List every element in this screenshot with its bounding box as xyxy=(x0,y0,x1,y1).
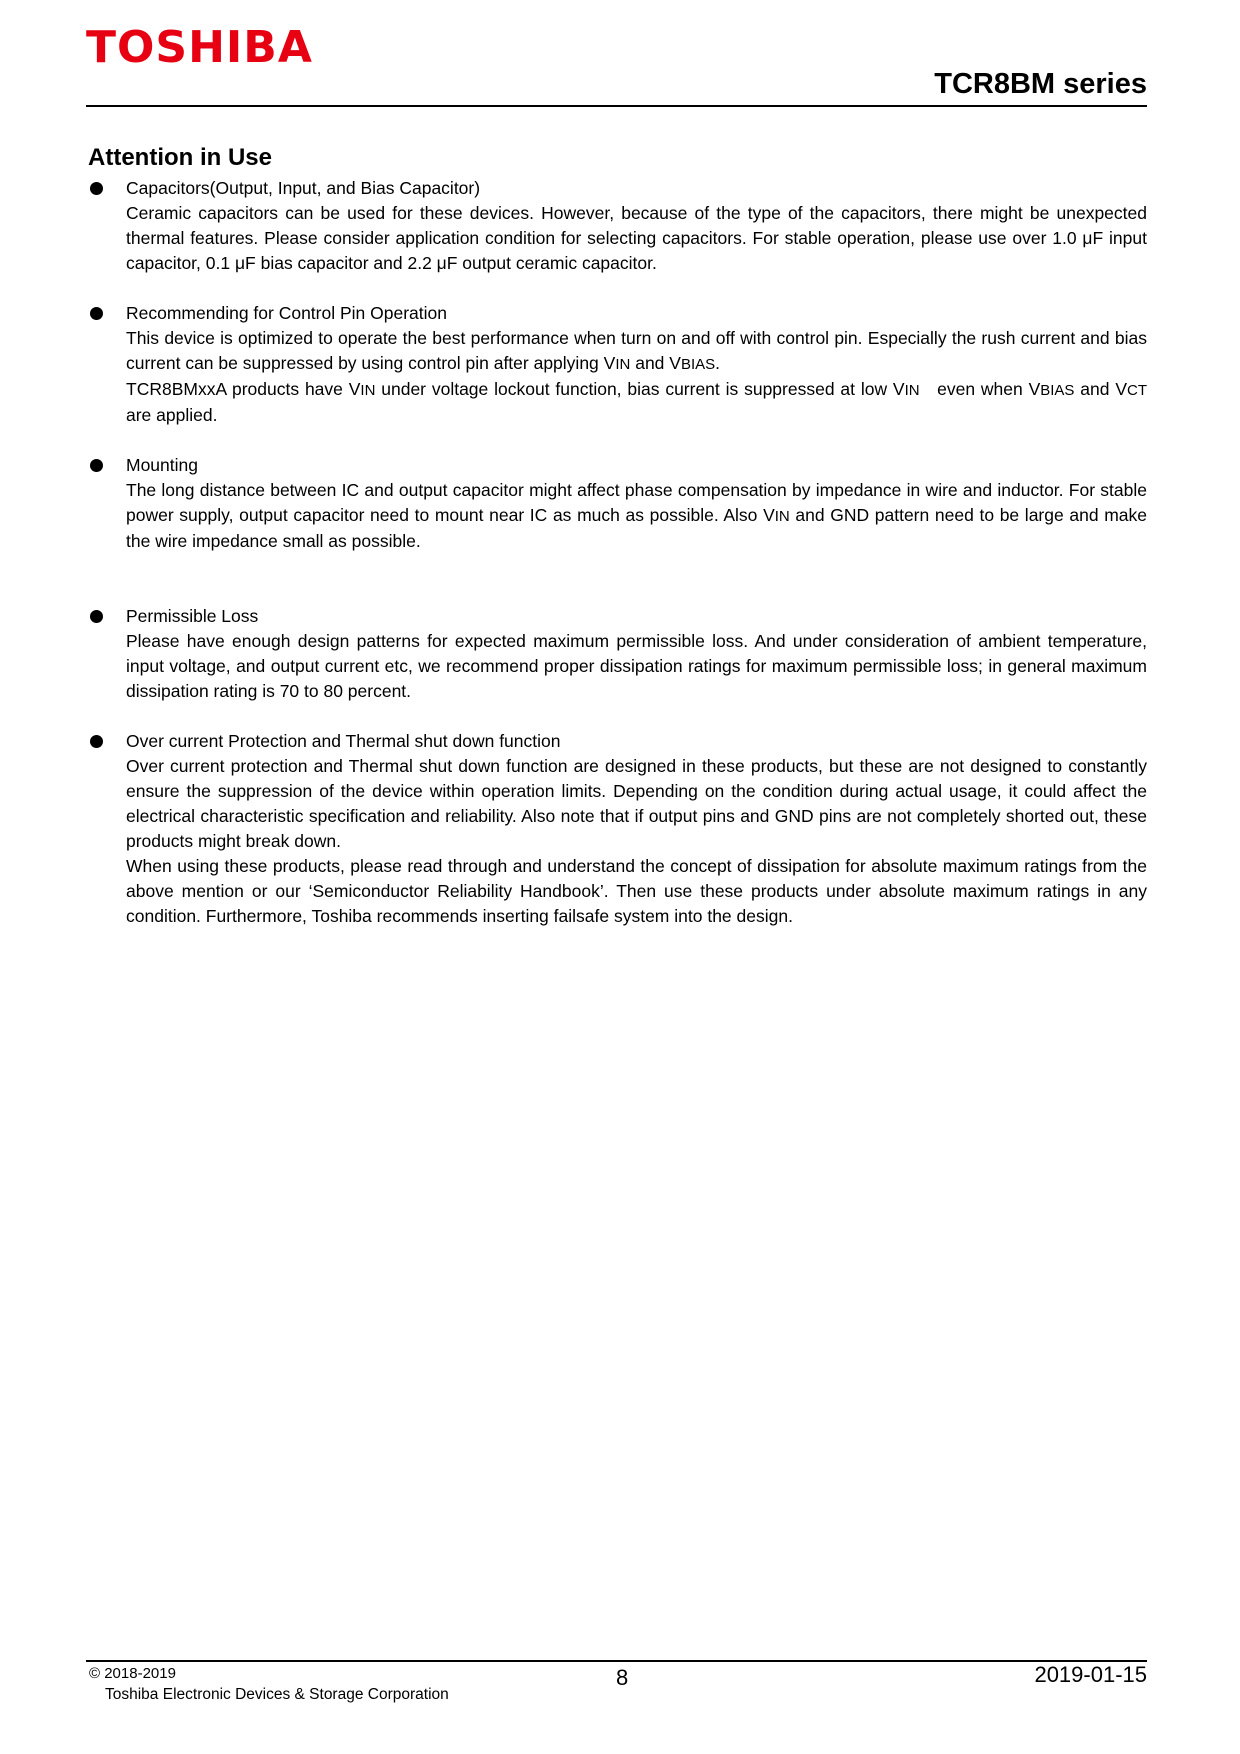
bullet-icon xyxy=(90,182,103,195)
item-paragraph: The long distance between IC and output capacitor might affect phase compensation by impedance in wire and inductor. For stable power supply, output capacitor need to mount near IC as much as possible. Also VIN and GND pattern need to be large and make the wire impedance small as possible. xyxy=(126,480,1147,551)
footer-divider xyxy=(86,1660,1147,1662)
item-title: Recommending for Control Pin Operation xyxy=(126,303,447,323)
bullet-icon xyxy=(90,735,103,748)
copyright: © 2018-2019 xyxy=(89,1665,176,1682)
item-paragraph: When using these products, please read through and understand the concept of dissipation for absolute maximum ratings from the above mention or our ‘Semiconductor Reliability Handbook’. Then use these products under absolute maximum ratings in any condition. Furthermore, Toshiba recommends inserting failsafe system into the design. xyxy=(126,856,1147,926)
item-paragraph: Ceramic capacitors can be used for these devices. However, because of the type of the capacitors, there might be unexpected thermal features. Please consider application condition for selecting capacitors. For stable operation, please use over 1.0 μF input capacitor, 0.1 μF bias capacitor and 2.2 μF output ceramic capacitor. xyxy=(126,203,1147,273)
list-item-capacitors xyxy=(88,176,1147,276)
document-series-title: TCR8BM series xyxy=(934,68,1147,100)
item-paragraph: This device is optimized to operate the best performance when turn on and off with control pin. Especially the rush current and bias current can be suppressed by using control pin after applying VIN and VBIAS. xyxy=(126,328,1147,373)
section-title: Attention in Use xyxy=(88,144,272,171)
bullet-icon xyxy=(90,307,103,320)
item-title: Permissible Loss xyxy=(126,606,259,626)
list-item-over-current-protection xyxy=(88,729,1147,929)
item-paragraph: Please have enough design patterns for expected maximum permissible loss. And under consideration of ambient temperature, input voltage, and output current etc, we recommend proper dissipation ratings for maximum permissible loss; in general maximum dissipation rating is 70 to 80 percent. xyxy=(126,631,1147,701)
item-title: Mounting xyxy=(126,455,198,475)
bullet-icon xyxy=(90,610,103,623)
document-date: 2019-01-15 xyxy=(1034,1662,1147,1687)
page-number: 8 xyxy=(616,1665,629,1690)
item-title: Over current Protection and Thermal shut down function xyxy=(126,731,561,751)
item-paragraph: Over current protection and Thermal shut down function are designed in these products, but these are not designed to constantly ensure the suppression of the device within operation limits. Depending on the condition during actual usage, it could affect the electrical characteristic specification and reliability. Also note that if output pins and GND pins are not completely shorted out, these products might break down. xyxy=(126,756,1147,851)
item-paragraph: TCR8BMxxA products have VIN under voltage lockout function, bias current is suppressed at low VIN even when VBIAS and VCT are applied. xyxy=(126,379,1147,425)
company-name: Toshiba Electronic Devices & Storage Corporation xyxy=(105,1686,449,1703)
list-item-permissible-loss xyxy=(88,604,1147,704)
list-item-mounting xyxy=(88,453,1147,554)
list-item-control-pin xyxy=(88,301,1147,428)
toshiba-logo: TOSHIBA xyxy=(86,22,313,73)
header-divider xyxy=(86,105,1147,107)
bullet-icon xyxy=(90,459,103,472)
item-title: Capacitors(Output, Input, and Bias Capacitor) xyxy=(126,178,481,198)
attention-list xyxy=(88,176,1147,929)
